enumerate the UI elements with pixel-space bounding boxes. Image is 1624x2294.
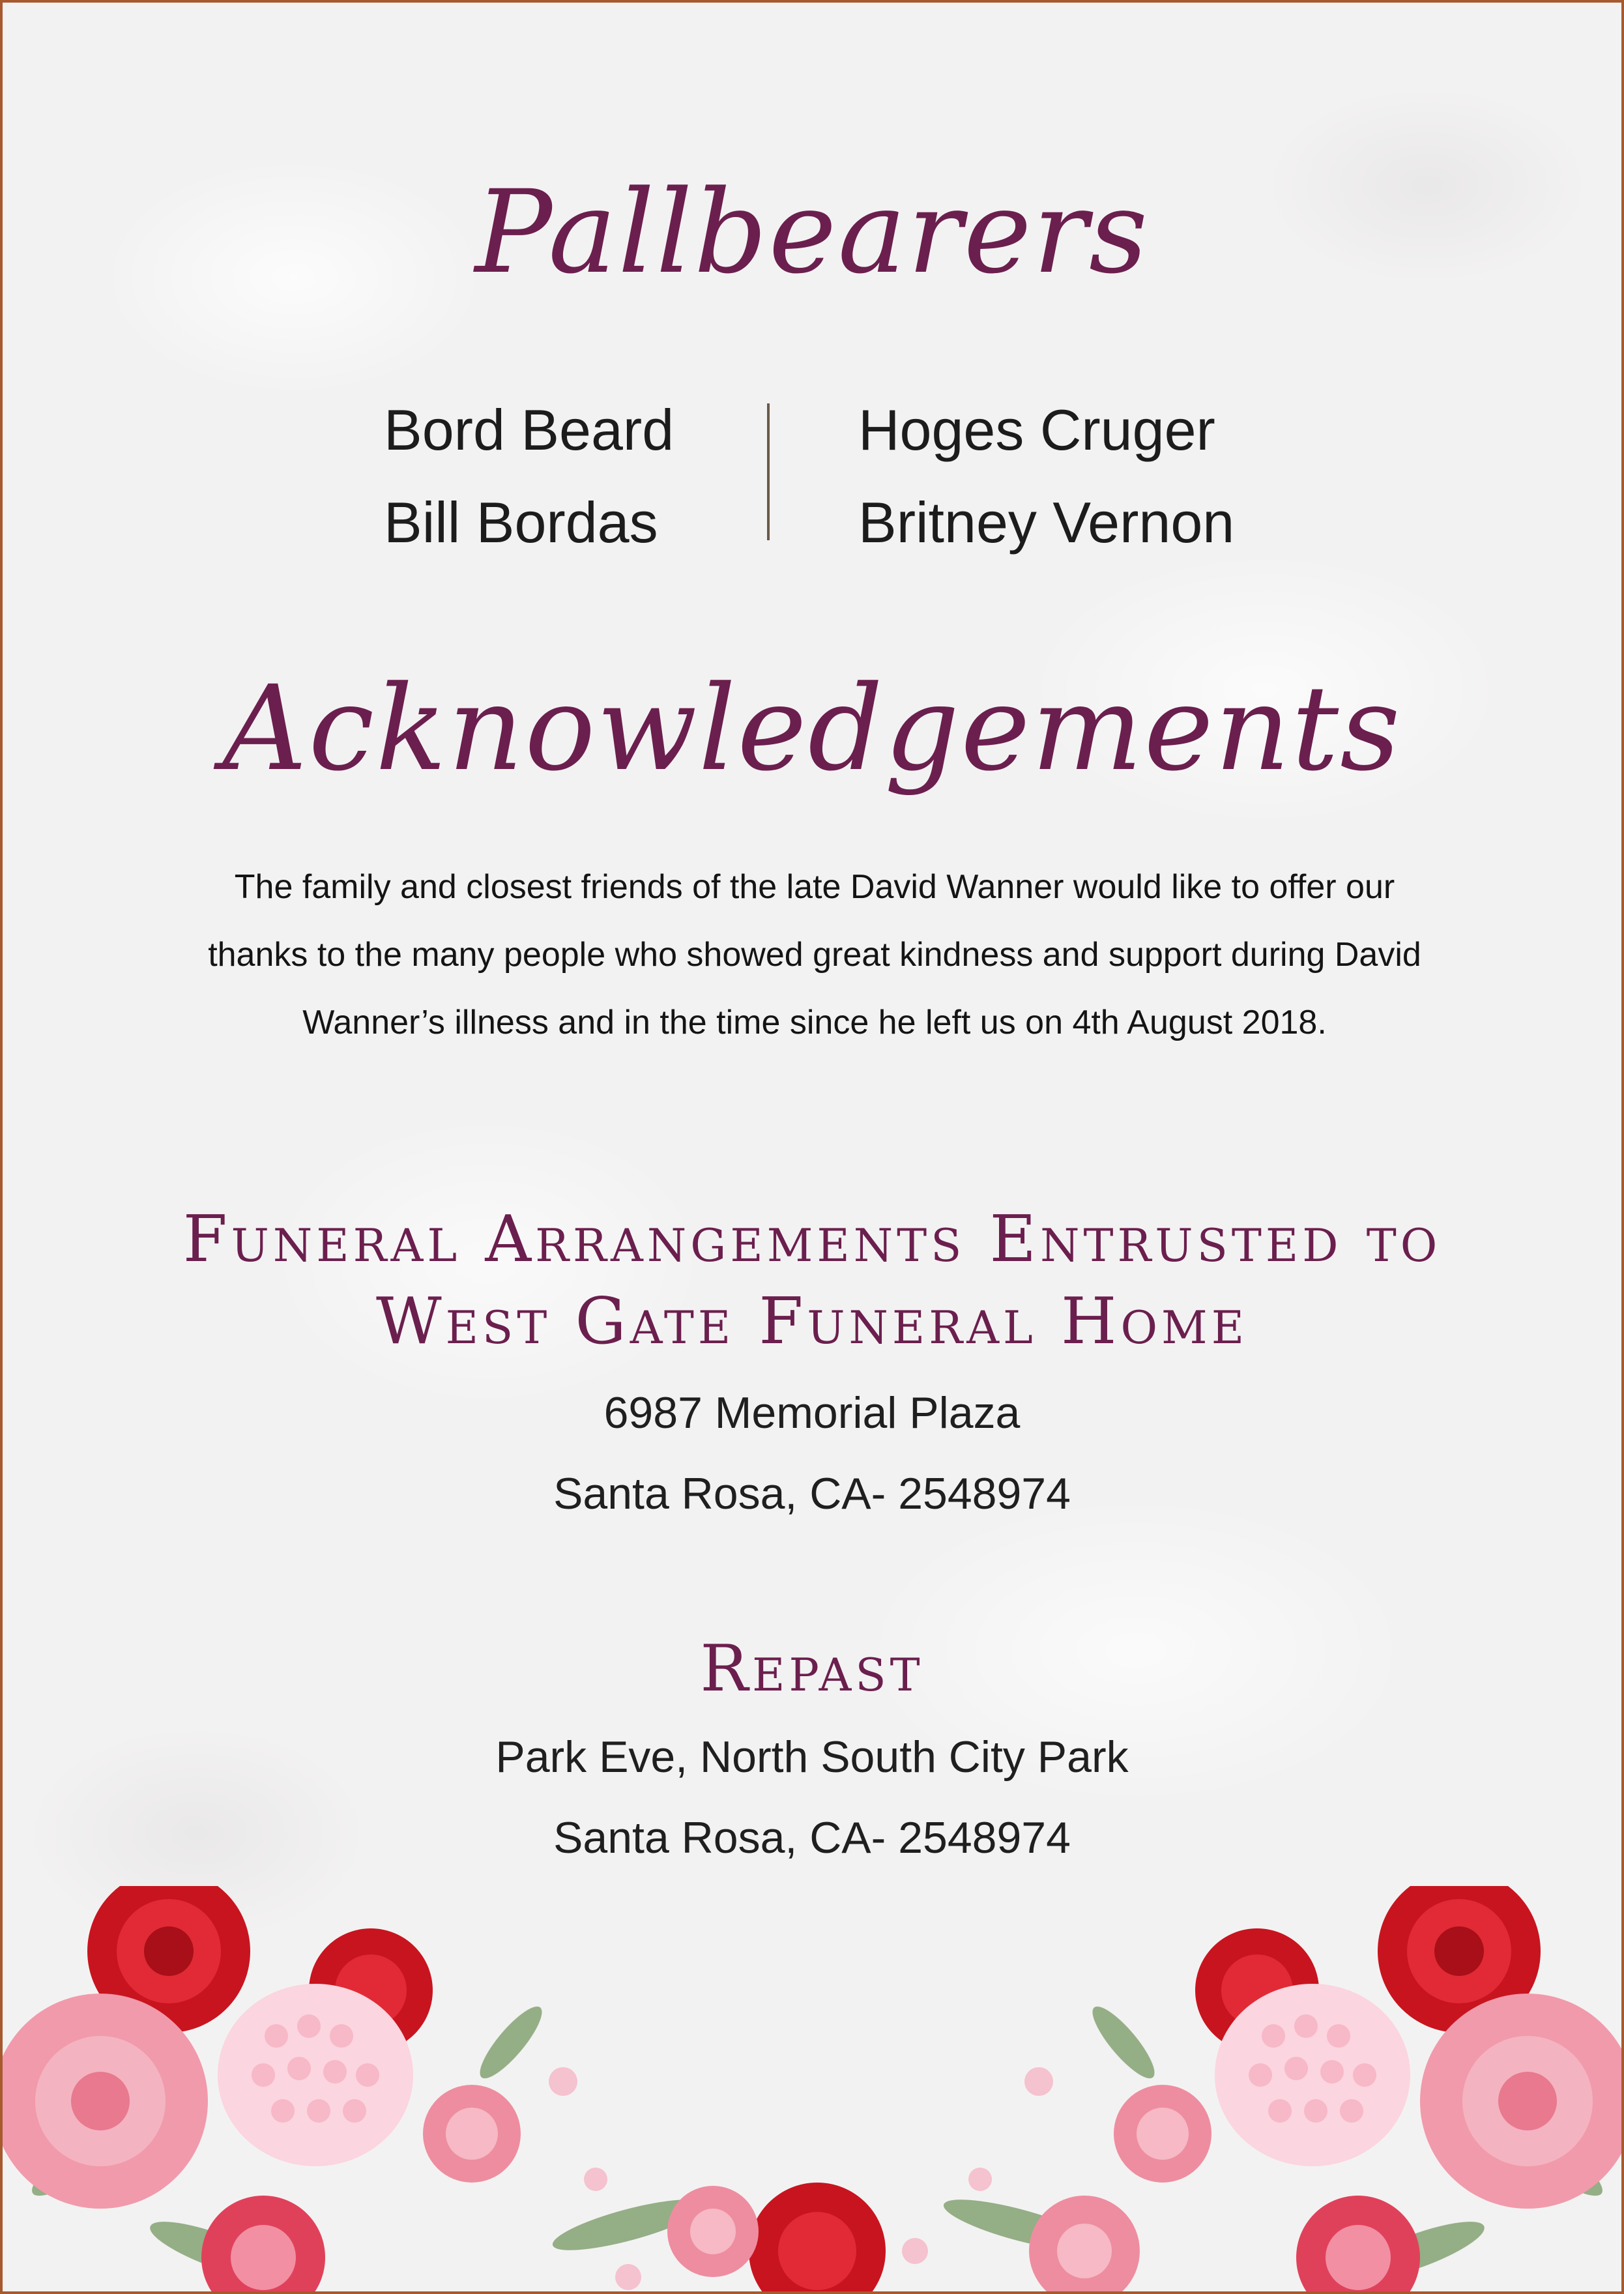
blossom-icon xyxy=(1024,2067,1053,2096)
pallbearer-name: Bord Beard xyxy=(384,398,674,462)
red-rose-icon xyxy=(749,2183,886,2294)
pink-rose-icon xyxy=(667,2186,759,2277)
acknowledgement-line: thanks to the many people who showed great kindness and support during David xyxy=(208,936,1421,974)
pallbearers-list xyxy=(3,384,1621,553)
floral-border-illustration xyxy=(3,1886,1624,2294)
acknowledgements-text xyxy=(120,853,1509,1056)
funeral-home-address xyxy=(3,1372,1621,1534)
pink-rose-icon xyxy=(201,2196,325,2294)
repast-heading: Repast xyxy=(700,1632,924,1706)
leaf-icon xyxy=(1084,1999,1163,2086)
pink-rose-icon xyxy=(423,2085,521,2183)
blossom-icon xyxy=(615,2264,641,2290)
acknowledgement-line: Wanner’s illness and in the time since he left us on 4th August 2018. xyxy=(302,1004,1327,1041)
pink-rose-icon xyxy=(1114,2085,1211,2183)
pallbearers-title: Pallbearers xyxy=(474,166,1150,299)
leaf-icon xyxy=(472,1999,551,2086)
blossom-icon xyxy=(584,2168,607,2191)
pallbearer-name: Bill Bordas xyxy=(384,490,658,555)
pallbearer-name: Hoges Cruger xyxy=(858,398,1215,462)
blossom-icon xyxy=(968,2168,992,2191)
pink-rose-icon xyxy=(1029,2196,1140,2294)
blossom-icon xyxy=(549,2067,577,2096)
address-line: Santa Rosa, CA- 2548974 xyxy=(553,1813,1071,1863)
acknowledgement-line: The family and closest friends of the late David Wanner would like to offer our xyxy=(234,868,1395,906)
repast-address xyxy=(3,1717,1621,1878)
hydrangea-icon xyxy=(218,1984,413,2166)
pink-rose-icon xyxy=(1296,2196,1420,2294)
funeral-heading-line: Funeral Arrangements Entrusted to xyxy=(182,1202,1442,1277)
funeral-arrangements-heading xyxy=(3,1198,1621,1363)
acknowledgements-title: Acknowledgements xyxy=(222,661,1402,797)
pallbearers-right-column xyxy=(858,384,1234,569)
funeral-heading-line: West Gate Funeral Home xyxy=(375,1285,1249,1359)
column-divider xyxy=(767,403,770,540)
pallbearers-left-column xyxy=(384,384,674,569)
pink-rose-icon xyxy=(3,1994,208,2209)
blossom-icon xyxy=(902,2238,928,2264)
hydrangea-icon xyxy=(1215,1984,1410,2166)
address-line: Park Eve, North South City Park xyxy=(495,1732,1129,1782)
address-line: Santa Rosa, CA- 2548974 xyxy=(553,1469,1071,1518)
address-line: 6987 Memorial Plaza xyxy=(603,1388,1021,1438)
pallbearer-name: Britney Vernon xyxy=(858,490,1235,555)
